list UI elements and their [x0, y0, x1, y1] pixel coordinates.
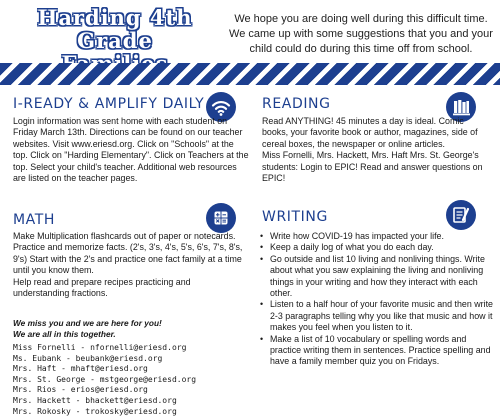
math-heading: MATH: [13, 212, 56, 228]
title-line-1: Harding 4th Grade: [37, 5, 193, 53]
contact-item: Mrs. Rios - erios@eriesd.org: [13, 385, 148, 395]
closing-message: [13, 318, 243, 339]
reading-heading: READING: [262, 96, 331, 112]
contact-item: Miss Fornelli - nfornelli@eriesd.org: [13, 343, 187, 352]
teacher-contacts: [13, 343, 253, 417]
list-item: • Go outside and list 10 living and nonliving things. Write about what you saw explaining the living and nonliving things in your writing and how they interact with each other.: [258, 254, 494, 300]
writing-list: [258, 231, 494, 368]
list-item: • Listen to a half hour of your favorite music and then write 2-3 paragraphs telling why you like that music and how it makes you feel when you listen to it.: [258, 299, 494, 333]
reading-paragraph-2: Miss Fornelli, Mrs. Hackett, Mrs. Haft Mrs. St. George's students: Login to EPIC! Read and answer questions on EPIC!: [262, 150, 483, 184]
iready-heading: I-READY & AMPLIFY DAILY: [13, 96, 205, 112]
intro-text: We hope you are doing well during this difficult time. We came up with some suggestions that you and your child could do during this time off from school.: [229, 13, 493, 55]
contact-item: Mrs. Rokosky - trokosky@eriesd.org: [13, 406, 177, 416]
closing-line-1: We miss you and we are here for you!: [13, 318, 162, 328]
contact-item: Mrs. Haft - mhaft@eriesd.org: [13, 364, 148, 374]
calculator-icon: [206, 203, 236, 233]
contact-item: Ms. Eubank - beubank@eriesd.org: [13, 353, 163, 363]
contact-item: Mrs. St. George - mstgeorge@eriesd.org: [13, 374, 197, 384]
list-item: • Make a list of 10 vocabulary or spelling words and practice writing them in sentences. Practice spelling and have a family member quiz you on Fridays.: [258, 334, 494, 368]
striped-divider: [0, 63, 500, 85]
list-item: • Write how COVID-19 has impacted your life.: [258, 231, 494, 242]
notepad-pencil-icon: [446, 200, 476, 230]
math-body: [13, 231, 249, 299]
writing-heading: WRITING: [262, 209, 328, 225]
iready-body: Login information was sent home with each student on Friday March 13th. Directions can be found on our teacher websites. Visit www.eriesd.org. Click on "Schools" at the top. Click on "Harding Elementary". Click on Teachers at the top. Select your child's teacher. Additional web resources are listed on the teacher pages.: [13, 116, 249, 184]
reading-body: [262, 116, 492, 184]
reading-paragraph-1: Read ANYTHING! 45 minutes a day is ideal. Comic books, your favorite book or author, magazines, side of cereal boxes, the newspaper or online articles.: [262, 116, 478, 149]
closing-line-2: We are all in this together.: [13, 328, 116, 339]
math-paragraph-1: Make Multiplication flashcards out of paper or notecards. Practice and memorize facts. (2's, 3's, 4's, 5's, 6's, 7's, 8's, 9's) Start with the 2's and practice one fact family at a time until you know them.: [13, 231, 243, 276]
list-item: • Keep a daily log of what you do each day.: [258, 242, 494, 253]
math-paragraph-2: Help read and prepare recipes practicing and understanding fractions.: [13, 276, 191, 299]
contact-item: Mrs. Hackett - bhackett@eriesd.org: [13, 395, 177, 405]
